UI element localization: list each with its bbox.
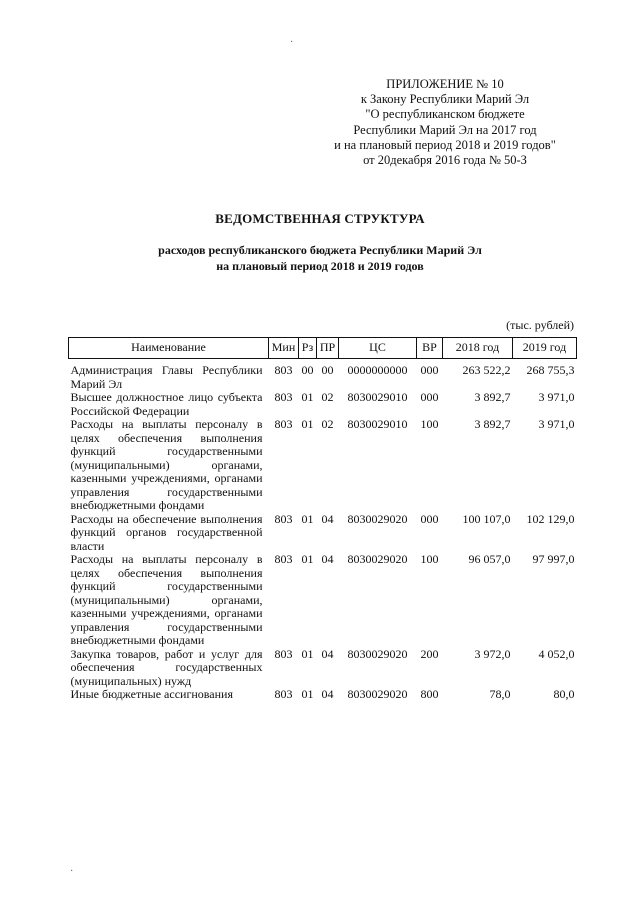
header-line: к Закону Республики Марий Эл <box>360 92 530 107</box>
cell-rz: 01 <box>301 390 314 404</box>
cell-cs: 0000000000 <box>347 363 408 377</box>
cell-2018: 3 892,7 <box>474 417 511 431</box>
units-label: (тыс. рублей) <box>506 318 574 332</box>
cell-pr: 04 <box>321 552 334 566</box>
cell-vr: 100 <box>420 552 439 566</box>
header-line: ПРИЛОЖЕНИЕ № 10 <box>386 77 504 91</box>
cell-pr: 02 <box>321 390 334 404</box>
table-row <box>69 418 577 513</box>
cell-cs: 8030029020 <box>347 511 408 526</box>
cell-name: Иные бюджетные ассигнования <box>70 687 233 701</box>
cell-2018: 96 057,0 <box>468 552 511 566</box>
scan-speck: · <box>70 866 74 877</box>
cell-pr: 00 <box>321 363 334 377</box>
cell-name: Закупка товаров, работ и услуг для обеспечения государственных (муниципальных) нужд <box>70 646 263 688</box>
document-title: ВЕДОМСТВЕННАЯ СТРУКТУРА <box>215 211 425 226</box>
cell-min: 803 <box>274 687 293 701</box>
cell-2018: 263 522,2 <box>462 363 511 377</box>
cell-name: Расходы на выплаты персоналу в целях обеспечения выполнения функций государственными (муниципальными) органами, казенными учреждениями, органами управления государственными внебюджетными фондами <box>70 417 263 512</box>
column-header-min: Мин <box>269 338 299 359</box>
cell-min: 803 <box>274 363 293 377</box>
cell-pr: 04 <box>321 511 334 526</box>
cell-cs: 8030029020 <box>347 552 408 566</box>
cell-vr: 100 <box>420 417 439 431</box>
document-subtitle: расходов республиканского бюджета Республики Марий Эл <box>158 243 482 257</box>
column-header-2018: 2018 год <box>443 338 513 359</box>
cell-cs: 8030029020 <box>347 687 408 701</box>
cell-cs: 8030029010 <box>347 417 408 431</box>
column-header-pr: ПР <box>317 338 339 359</box>
table-row <box>69 364 577 391</box>
scan-speck: · <box>290 37 294 48</box>
cell-2019: 3 971,0 <box>538 417 575 431</box>
cell-2018: 78,0 <box>489 687 511 701</box>
table-row <box>69 688 577 702</box>
cell-2019: 268 755,3 <box>526 363 575 377</box>
table-header-row <box>69 338 577 359</box>
cell-vr: 800 <box>420 687 439 701</box>
header-line: "О республиканском бюджете <box>365 107 525 122</box>
cell-vr: 000 <box>420 511 439 526</box>
cell-vr: 000 <box>420 390 439 404</box>
cell-min: 803 <box>274 390 293 404</box>
header-line: от 20декабря 2016 года № 50-З <box>363 153 527 168</box>
header-line: Республики Марий Эл на 2017 год <box>353 122 537 137</box>
cell-2018: 100 107,0 <box>462 511 511 526</box>
cell-vr: 000 <box>420 363 439 377</box>
column-header-cs: ЦС <box>339 338 417 359</box>
cell-vr: 200 <box>420 646 439 661</box>
cell-pr: 02 <box>321 417 334 431</box>
header-line: и на плановый период 2018 и 2019 годов" <box>334 137 556 152</box>
cell-rz: 01 <box>301 511 314 526</box>
cell-rz: 01 <box>301 552 314 566</box>
cell-min: 803 <box>274 552 293 566</box>
column-header-2019: 2019 год <box>513 338 577 359</box>
table-row <box>69 513 577 554</box>
table-row <box>69 553 577 648</box>
cell-name: Расходы на обеспечение выполнения функций органов государственной власти <box>70 511 263 553</box>
cell-name: Расходы на выплаты персоналу в целях обеспечения выполнения функций государственными (муниципальными) органами, казенными учреждениями, органами управления государственными внебюджетными фондами <box>70 552 263 647</box>
column-header-vr: ВР <box>417 338 443 359</box>
table-row <box>69 391 577 418</box>
cell-rz: 00 <box>301 363 314 377</box>
cell-2019: 4 052,0 <box>538 646 575 661</box>
column-header-rz: Рз <box>299 338 317 359</box>
cell-rz: 01 <box>301 417 314 431</box>
cell-2018: 3 972,0 <box>474 646 511 661</box>
column-header-name: Наименование <box>69 338 269 359</box>
cell-rz: 01 <box>301 646 314 661</box>
cell-2018: 3 892,7 <box>474 390 511 404</box>
cell-min: 803 <box>274 511 293 526</box>
cell-min: 803 <box>274 417 293 431</box>
budget-table <box>68 337 577 702</box>
cell-min: 803 <box>274 646 293 661</box>
cell-pr: 04 <box>321 687 334 701</box>
cell-cs: 8030029010 <box>347 390 408 404</box>
cell-2019: 97 997,0 <box>532 552 575 566</box>
table-body <box>69 364 577 702</box>
cell-2019: 102 129,0 <box>526 511 575 526</box>
cell-name: Высшее должностное лицо субъекта Российской Федерации <box>70 390 263 418</box>
cell-2019: 80,0 <box>553 687 575 701</box>
cell-name: Администрация Главы Республики Марий Эл <box>70 363 263 391</box>
cell-2019: 3 971,0 <box>538 390 575 404</box>
cell-cs: 8030029020 <box>347 646 408 661</box>
cell-pr: 04 <box>321 646 334 661</box>
table-row <box>69 648 577 689</box>
appendix-header <box>300 77 590 168</box>
document-subtitle-period: на плановый период 2018 и 2019 годов <box>216 259 424 273</box>
cell-rz: 01 <box>301 687 314 701</box>
